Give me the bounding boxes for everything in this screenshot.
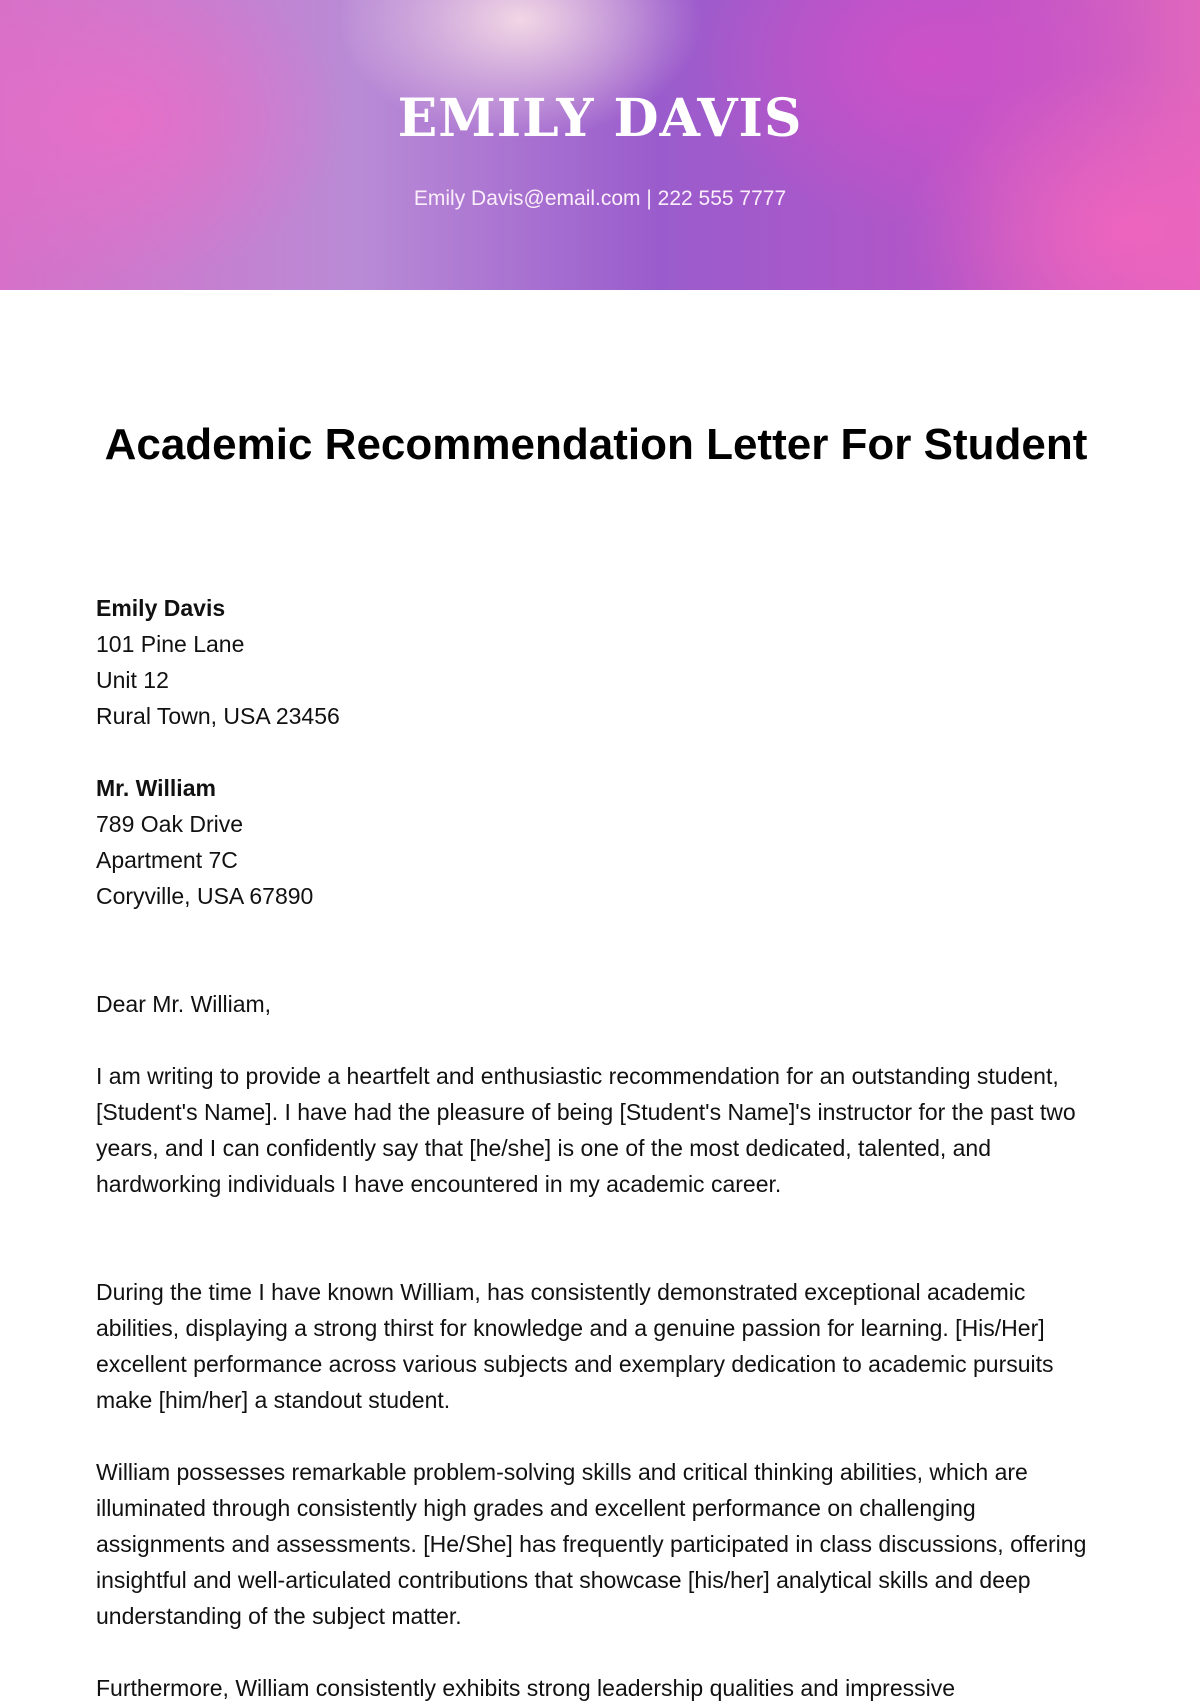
recipient-address	[96, 770, 1106, 914]
letter-paragraph: Furthermore, William consistently exhibits strong leadership qualities and impressive	[96, 1675, 956, 1701]
letter-paragraph: I am writing to provide a heartfelt and enthusiastic recommendation for an outstanding student, [Student's Name]. I have had the pleasure of being [Student's Name]'s instructor for the past two years, and I can confidently say that [he/she] is one of the most dedicated, talented, and hardworking individuals I have encountered in my academic career.	[96, 1063, 1076, 1197]
recipient-street: 789 Oak Drive	[96, 811, 244, 837]
sender-street: 101 Pine Lane	[96, 631, 245, 657]
salutation: Dear Mr. William,	[96, 991, 272, 1017]
letter-paragraph: William possesses remarkable problem-solving skills and critical thinking abilities, which are illuminated through consistently high grades and excellent performance on challenging assignments and assessments. [He/She] has frequently participated in class discussions, offering insightful and well-articulated contributions that showcase [his/her] analytical skills and deep understanding of the subject matter.	[96, 1459, 1087, 1629]
letter-paragraph: During the time I have known William, has consistently demonstrated exceptional academic abilities, displaying a strong thirst for knowledge and a genuine passion for learning. [His/Her] excellent performance across various subjects and exemplary dedication to academic pursuits make [him/her] a standout student.	[96, 1279, 1054, 1413]
recipient-name: Mr. William	[96, 775, 216, 801]
header-contact: Emily Davis@email.com | 222 555 7777	[413, 187, 787, 210]
sender-address	[96, 590, 1106, 734]
sender-unit: Unit 12	[96, 667, 169, 693]
sender-city: Rural Town, USA 23456	[96, 703, 340, 729]
document-title: Academic Recommendation Letter For Student	[104, 420, 1088, 469]
header-banner	[0, 0, 1200, 290]
recipient-unit: Apartment 7C	[96, 847, 238, 873]
header-name: EMILY DAVIS	[397, 88, 803, 149]
sender-name: Emily Davis	[96, 595, 226, 621]
recipient-city: Coryville, USA 67890	[96, 883, 314, 909]
